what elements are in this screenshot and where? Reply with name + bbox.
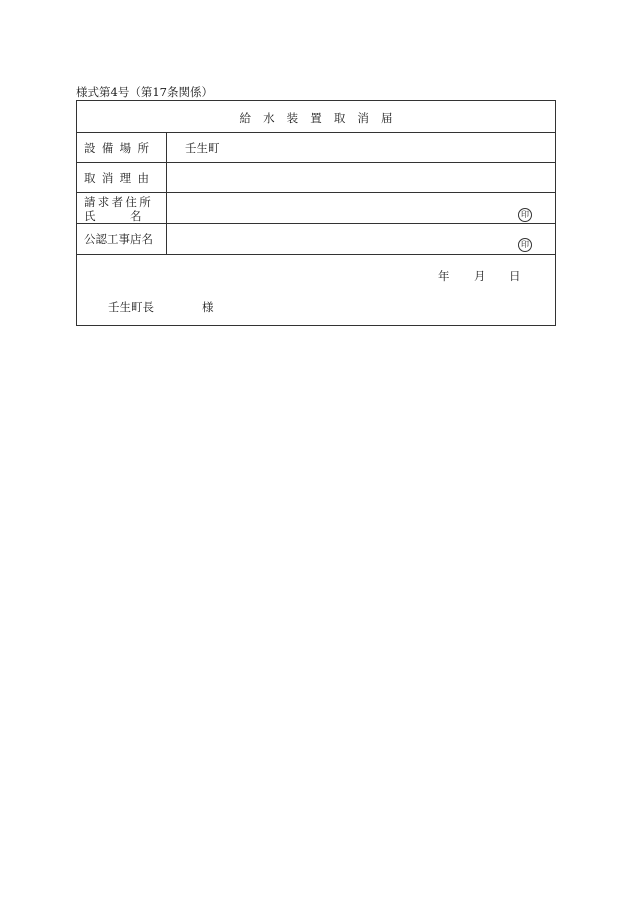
form-number-label: 様式第4号（第17条関係）	[76, 85, 213, 99]
date-year-label: 年	[438, 269, 450, 283]
row-divider	[77, 132, 555, 133]
applicant-name-label: 氏 名	[84, 209, 142, 223]
addressee-name: 壬生町長	[108, 300, 154, 314]
row-divider	[77, 254, 555, 255]
contractor-seal-icon: 印	[518, 238, 532, 252]
applicant-address-label: 請求者住所	[84, 195, 153, 209]
installation-location-label: 設備場所	[84, 141, 156, 155]
date-day-label: 日	[509, 269, 521, 283]
applicant-seal-icon: 印	[518, 208, 532, 222]
row-divider	[77, 223, 555, 224]
addressee-honorific: 様	[202, 300, 214, 314]
row-divider	[77, 162, 555, 163]
cancellation-reason-label: 取消理由	[84, 171, 156, 185]
column-divider	[166, 132, 167, 254]
date-month-label: 月	[474, 269, 486, 283]
row-divider	[77, 192, 555, 193]
certified-contractor-label: 公認工事店名	[84, 232, 153, 246]
installation-location-value: 壬生町	[185, 141, 220, 155]
form-title: 給水装置取消届	[239, 111, 405, 125]
cancellation-form	[76, 100, 556, 326]
